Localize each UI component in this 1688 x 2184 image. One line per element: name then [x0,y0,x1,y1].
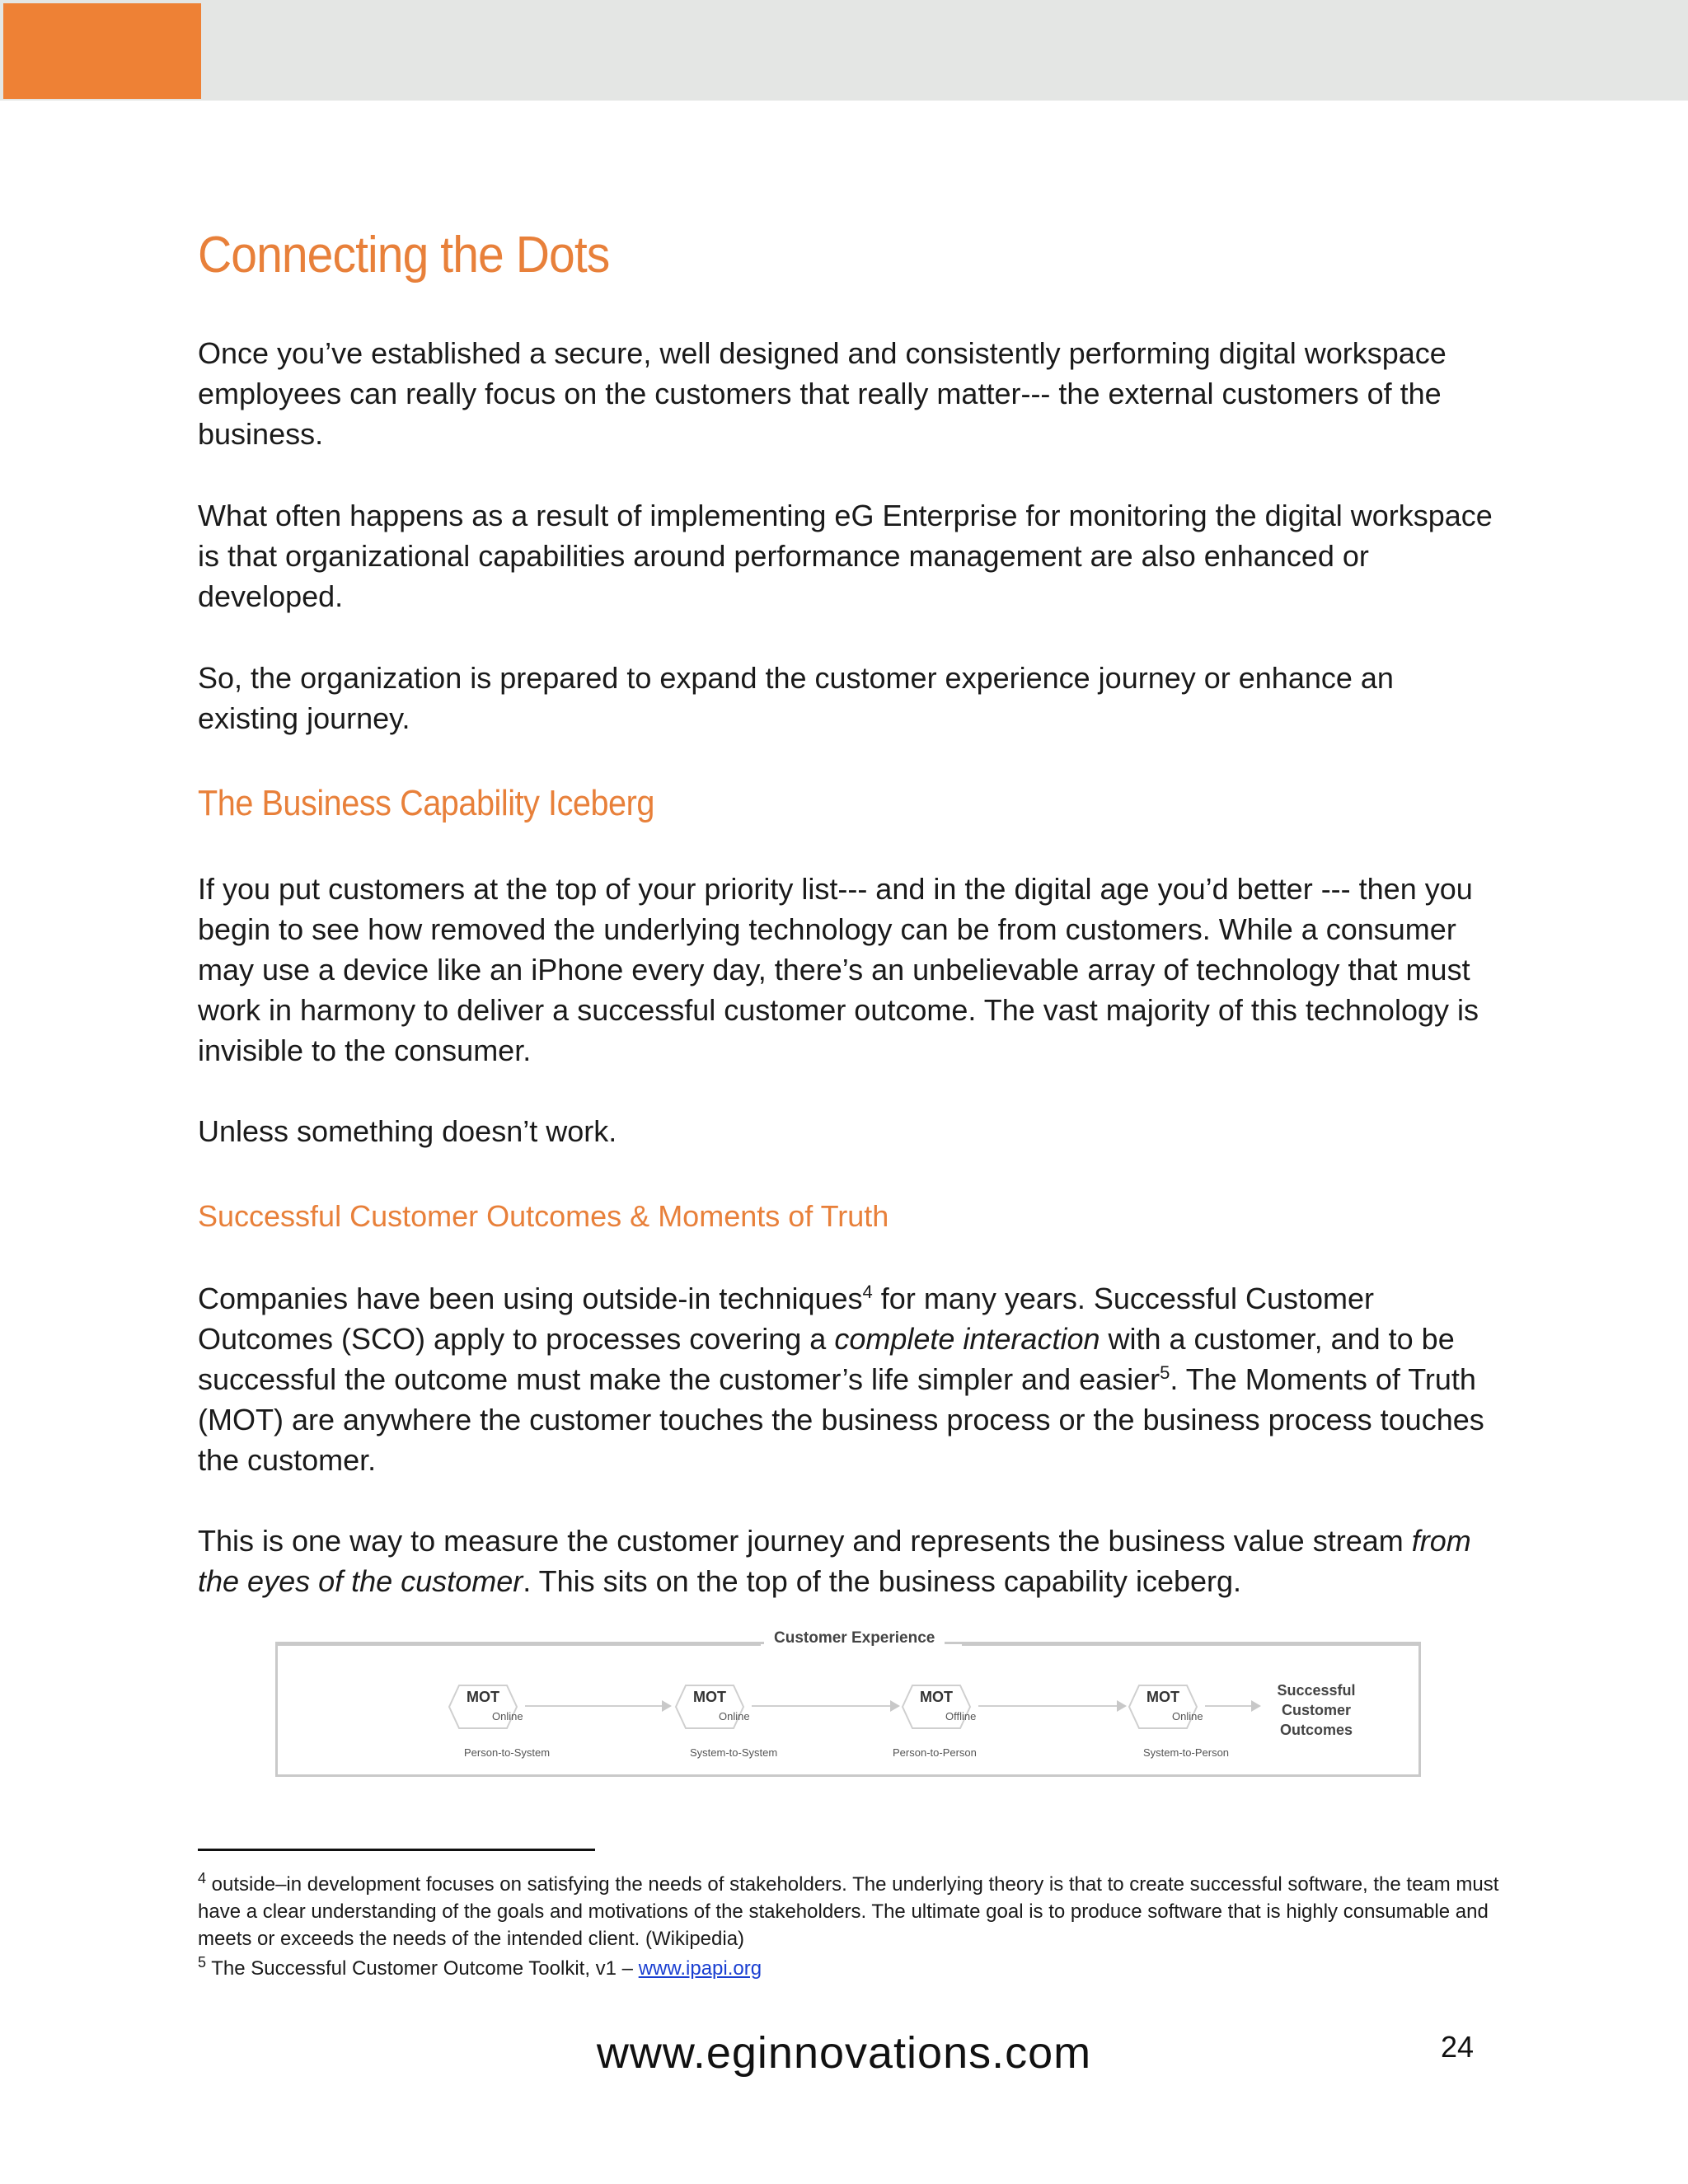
footnote-ref-5[interactable]: 5 [1160,1362,1170,1383]
mot-type-label: Person-to-System [464,1746,551,1759]
footer-website: www.eginnovations.com [596,2028,1092,2078]
page-number: 24 [1441,2030,1475,2064]
mot-node: MOT Offline [901,1684,983,1730]
successful-customer-outcomes: Successful Customer Outcomes [1277,1682,1356,1738]
mot-node: MOT Online [448,1684,530,1730]
paragraph-eg-enterprise: What often happens as a result of implementing eG Enterprise for monitoring the digital workspace is that organizational capabilities around performance management are also enhanced or developed. [198,499,1493,613]
footnote-4: $^4$ outside–in development focuses on satisfying the needs of stakeholders. The underlying theory is that to create successful software, the team must have a clear understanding of the goals and motivations of the stakeholders. The ultimate goal is to produce software that is highly consumable and meets or exceeds the needs of the intended client. (Wikipedia) [198,1870,1499,1950]
paragraph-intro: Once you’ve established a secure, well designed and consistently performing digital workspace employees can really focus on the customers that really matter--- the external customers of the business. [198,336,1447,451]
flow-arrow [1205,1705,1253,1707]
flow-arrow [978,1705,1118,1707]
footnote-ref-4[interactable]: 4 [862,1282,873,1302]
footnote-separator [198,1849,595,1851]
header-bar [0,0,1688,101]
header-accent-block [3,3,201,99]
mot-node: MOT Online [1128,1684,1210,1730]
footnote-5: $^5$ The Successful Customer Outcome Toolkit, v1 – www.ipapi.org [198,1954,762,1980]
section-heading-iceberg: The Business Capability Iceberg [198,783,654,823]
mot-type-label: System-to-System [690,1746,778,1759]
flow-arrow [752,1705,892,1707]
page-title: Connecting the Dots [198,227,610,284]
paragraph-measure: This is one way to measure the customer journey and represents the business value stream from the eyes of the customer. This sits on the top of the business capability iceberg. [198,1524,1471,1598]
mot-type-label: Person-to-Person [893,1746,977,1759]
section-heading-sco: Successful Customer Outcomes & Moments of Truth [198,1199,889,1233]
diagram-title: Customer Experience [764,1629,945,1647]
mot-type-label: System-to-Person [1143,1746,1230,1759]
paragraph-priority: If you put customers at the top of your priority list--- and in the digital age you’d better --- then you begin to see how removed the underlying technology can be from customers. While a consumer may use a device like an iPhone every day, there’s an unbelievable array of technology that must work in harmony to deliver a successful customer outcome. The vast majority of this technology is invisible to the consumer. [198,872,1479,1067]
ipapi-link[interactable]: www.ipapi.org [638,1957,762,1980]
paragraph-journey: So, the organization is prepared to expand the customer experience journey or enhance an existing journey. [198,661,1394,735]
customer-experience-diagram [275,1629,1421,1777]
paragraph-sco: Companies have been using outside-in techniques$^4$ for many years. Successful Customer Outcomes (SCO) apply to processes covering a complete interaction with a customer, and to be successful the outcome must make the customer’s life simpler and easier$^5$. The Moments of Truth (MOT) are anywhere the customer touches the business process or the business process touches the customer. [198,1282,1484,1477]
paragraph-unless: Unless something doesn’t work. [198,1114,617,1148]
flow-arrow [525,1705,663,1707]
mot-node: MOT Online [674,1684,757,1730]
